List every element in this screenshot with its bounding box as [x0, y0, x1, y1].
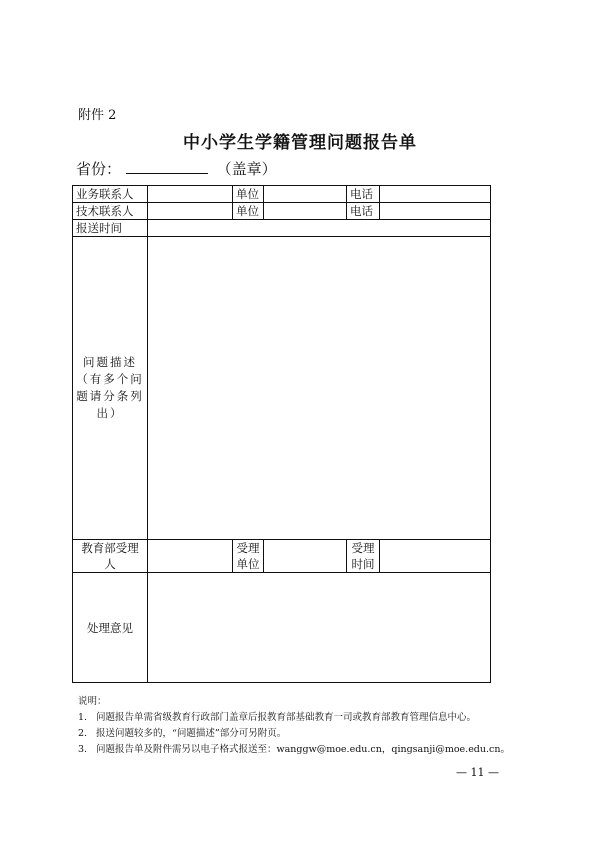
- form-title: 中小学生学籍管理问题报告单: [183, 133, 417, 153]
- technical-contact-label: 技术联系人: [73, 203, 148, 220]
- business-contact-label: 业务联系人: [73, 186, 148, 203]
- table-row: [73, 237, 491, 540]
- problem-description-label: 问题描述（有多个问题请分条列出）: [73, 237, 148, 540]
- technical-contact-field[interactable]: [148, 203, 233, 220]
- unit-label: 单位: [233, 203, 264, 220]
- note-text: 问题报告单及附件需另以电子格式报送至：wanggw@moe.edu.cn，qingsanji@moe.edu.cn。: [96, 744, 510, 755]
- table-row: [73, 203, 491, 220]
- report-form-table: [72, 185, 491, 683]
- note-number: 1.: [78, 712, 88, 723]
- province-label: 省份：: [76, 160, 122, 178]
- technical-unit-field[interactable]: [264, 203, 347, 220]
- business-contact-field[interactable]: [148, 186, 233, 203]
- submit-time-field[interactable]: [148, 220, 491, 237]
- unit-label: 单位: [233, 186, 264, 203]
- moe-handler-label: 教育部受理人: [73, 540, 148, 573]
- note-item: [78, 742, 578, 758]
- note-number: 3.: [78, 744, 88, 755]
- note-text: 问题报告单需省级教育行政部门盖章后报教育部基础教育一司或教育部教育管理信息中心。: [96, 712, 477, 723]
- table-row: [73, 540, 491, 573]
- phone-label: 电话: [347, 186, 380, 203]
- accepting-unit-label: 受理单位: [233, 540, 264, 573]
- submit-time-label: 报送时间: [73, 220, 148, 237]
- technical-phone-field[interactable]: [380, 203, 491, 220]
- business-unit-field[interactable]: [264, 186, 347, 203]
- accepting-time-label: 受理时间: [347, 540, 380, 573]
- province-line: [76, 158, 277, 179]
- table-row: [73, 573, 491, 683]
- page-number: — 11 —: [456, 766, 499, 779]
- handling-opinion-label: 处理意见: [73, 573, 148, 683]
- stamp-note: （盖章）: [216, 160, 277, 178]
- table-row: [73, 186, 491, 203]
- moe-handler-field[interactable]: [148, 540, 233, 573]
- note-item: [78, 726, 578, 742]
- attachment-label: 附件 2: [78, 108, 117, 123]
- note-number: 2.: [78, 728, 88, 739]
- note-item: [78, 710, 578, 726]
- table-row: [73, 220, 491, 237]
- accepting-unit-field[interactable]: [264, 540, 347, 573]
- province-blank-field[interactable]: [126, 159, 208, 174]
- handling-opinion-field[interactable]: [148, 573, 491, 683]
- notes-heading: 说明：: [78, 696, 107, 707]
- business-phone-field[interactable]: [380, 186, 491, 203]
- problem-description-field[interactable]: [148, 237, 491, 540]
- accepting-time-field[interactable]: [380, 540, 491, 573]
- phone-label: 电话: [347, 203, 380, 220]
- notes-section: [78, 694, 578, 758]
- note-text: 报送问题较多的，“问题描述”部分可另附页。: [96, 728, 287, 739]
